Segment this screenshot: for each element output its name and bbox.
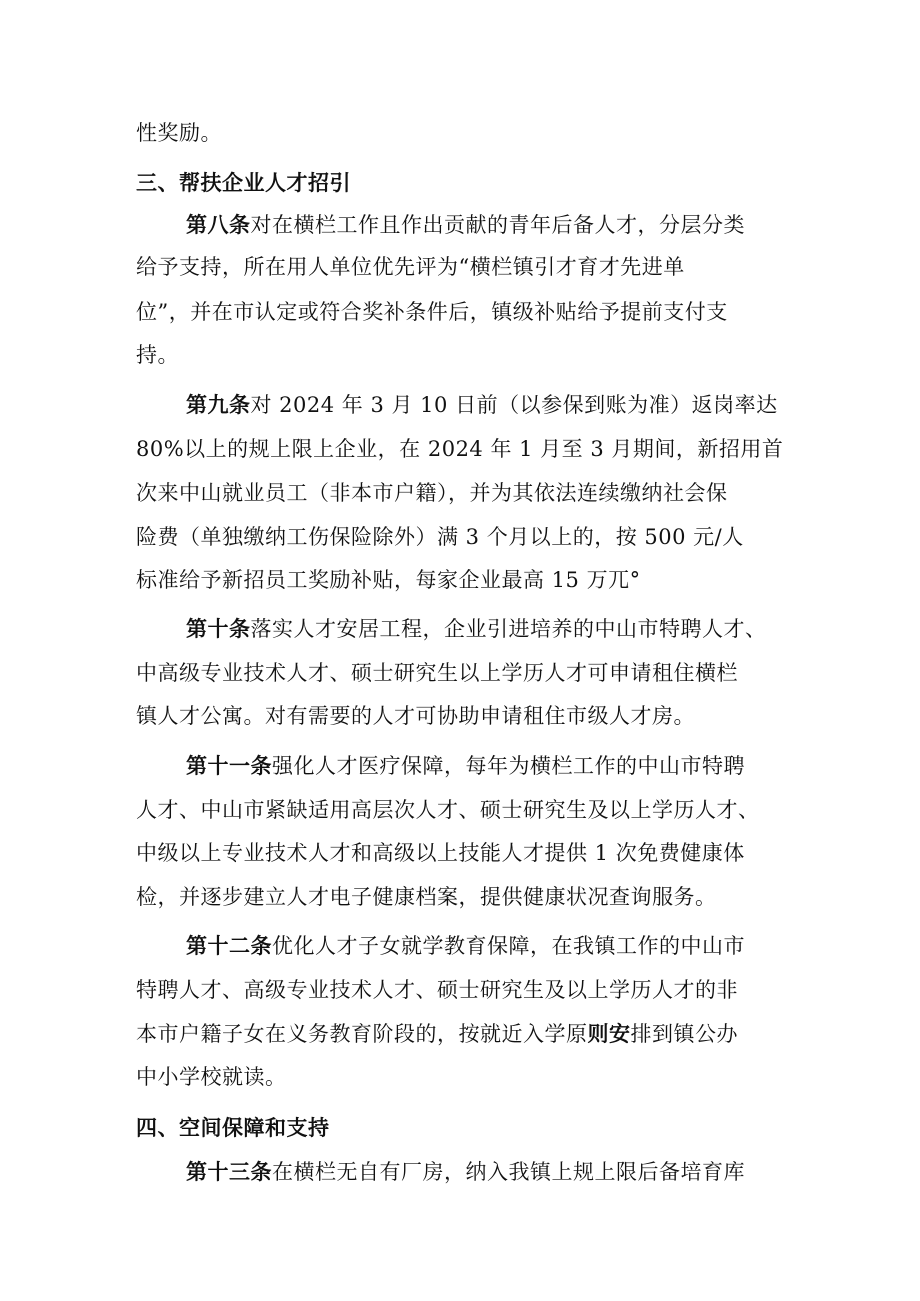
article-12-line-3: 本市户籍子女在义务教育阶段的，按就近入学原则安排到镇公办: [136, 1021, 738, 1046]
article-11-line-4: 检，并逐步建立人才电子健康档案，提供健康状况查询服务。: [136, 885, 717, 909]
article-9-line-1: 第九条对 2024 年 3 月 10 日前（以参保到账为准）返岗率达: [186, 392, 778, 417]
article-13-line-1: 第十三条在横栏无自有厂房，纳入我镇上规上限后备培育库: [186, 1159, 745, 1184]
article-11-line-2: 人才、中山市紧缺适用高层次人才、硕士研究生及以上学历人才、: [136, 798, 760, 822]
article-11-label: 第十一条: [186, 753, 272, 778]
article-10-label: 第十条: [186, 616, 251, 641]
section-4-heading: 四、空间保障和支持: [136, 1115, 330, 1140]
article-12-line-2: 特聘人才、高级专业技术人才、硕士研究生及以上学历人才的非: [136, 978, 738, 1002]
article-9-line-4: 险费（单独缴纳工伤保险除外）满 3 个月以上的，按 500 元/人: [136, 525, 744, 549]
article-9-line-3: 次来中山就业员工（非本市户籍），并为其依法连续缴纳社会保: [136, 481, 728, 505]
article-10-line-3: 镇人才公寓。对有需要的人才可协助申请租住市级人才房。: [136, 704, 695, 728]
article-8-label: 第八条: [186, 212, 251, 237]
article-12-line-4: 中小学校就读。: [136, 1065, 287, 1089]
section-3-heading: 三、帮扶企业人才招引: [136, 170, 351, 195]
article-8-line-3: 位”，并在市认定或符合奖补条件后，镇级补贴给予提前支付支: [136, 300, 728, 324]
continuation-text: 性奖励。: [136, 121, 222, 145]
article-9-label: 第九条: [186, 392, 251, 417]
article-8-line-4: 持。: [136, 343, 179, 367]
article-13-label: 第十三条: [186, 1159, 272, 1184]
article-10-line-1: 第十条落实人才安居工程，企业引进培养的中山市特聘人才、: [186, 616, 767, 641]
article-9-line-5: 标准给予新招员工奖励补贴，每家企业最高 15 万兀°: [136, 568, 641, 592]
article-12-line-1: 第十二条优化人才子女就学教育保障，在我镇工作的中山市: [186, 933, 745, 958]
article-8-line-1: 第八条对在横栏工作且作出贡献的青年后备人才，分层分类: [186, 212, 745, 237]
article-11-line-1: 第十一条强化人才医疗保障，每年为横栏工作的中山市特聘: [186, 753, 745, 778]
article-12-label: 第十二条: [186, 933, 272, 958]
article-8-line-2: 给予支持，所在用人单位优先评为“横栏镇引才育才先进单: [136, 255, 685, 279]
article-11-line-3: 中级以上专业技术人才和高级以上技能人才提供 1 次免费健康体: [136, 841, 745, 865]
article-10-line-2: 中高级专业技术人才、硕士研究生以上学历人才可申请租住横栏: [136, 661, 738, 685]
article-9-line-2: 80%以上的规上限上企业，在 2024 年 1 月至 3 月期间，新招用首: [136, 437, 784, 461]
